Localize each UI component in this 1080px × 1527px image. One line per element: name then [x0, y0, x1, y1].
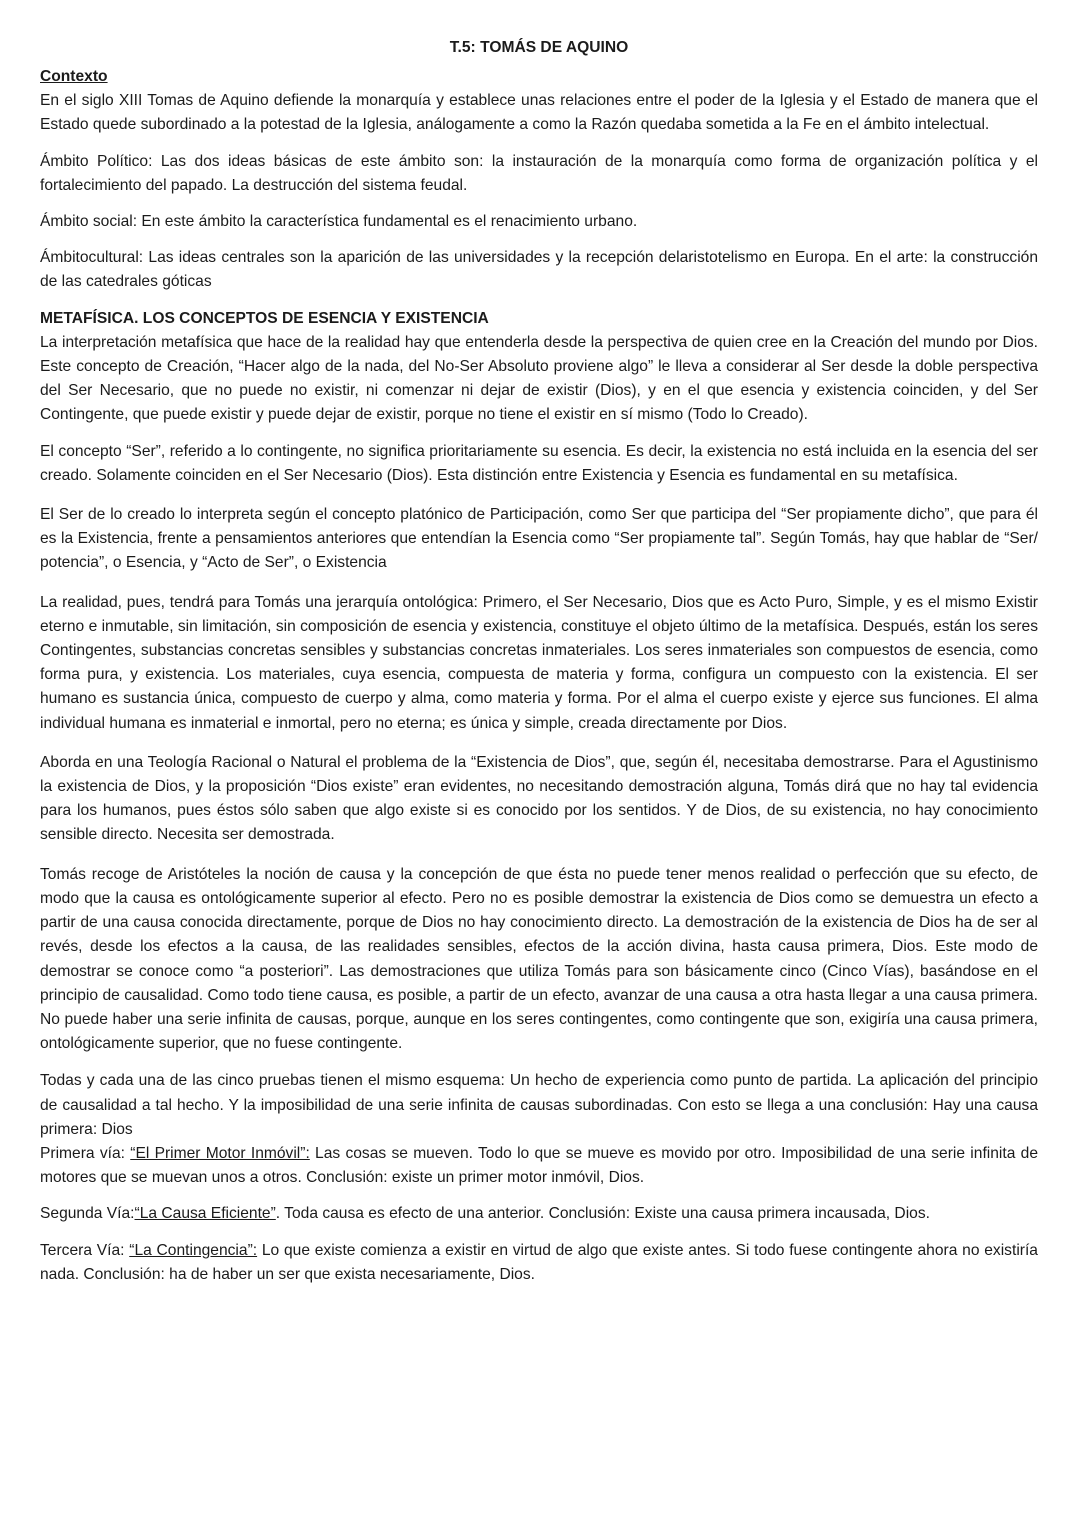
primera-via-name: “El Primer Motor Inmóvil”:: [130, 1144, 310, 1162]
teologia-paragraph-1: Aborda en una Teología Racional o Natural el problema de la “Existencia de Dios”, que, según él, necesitaba demostrarse. Para el Agustinismo la existencia de Dios, y la proposición “Dios existe” eran evidentes, no necesitando demostración alguna, Tomás dirá que no hay tal evidencia para los humanos, pues éstos sólo saben que algo existe si es conocido por los sentidos. Y de Dios, de su existencia, no hay conocimiento sensible directo. Necesita ser demostrada.: [40, 753, 1038, 844]
metafisica-paragraph-3: El Ser de lo creado lo interpreta según el concepto platónico de Participación, como Ser que participa del “Ser propiamente dicho”, que para él es la Existencia, frente a pensamientos anteriores que entendían la Esencia como “Ser propiamente tal”. Según Tomás, hay que hablar de “Ser/ potencia”, o Esencia, y “Acto de Ser”, o Existencia: [40, 506, 1038, 572]
primera-via-label: Primera vía:: [40, 1144, 131, 1162]
tercera-via-label: Tercera Vía:: [40, 1241, 130, 1259]
primera-via-paragraph: [40, 1142, 1038, 1190]
segunda-via-paragraph: [40, 1202, 1038, 1226]
metafisica-paragraph-2: El concepto “Ser”, referido a lo contingente, no significa prioritariamente su esencia. Es decir, la existencia no está incluida en la esencia del ser creado. Solamente coinciden en el Ser Necesario (Dios). Esta distinción entre Existencia y Esencia es fundamental en su metafísica.: [40, 442, 1038, 484]
contexto-heading: Contexto: [40, 68, 108, 85]
metafisica-paragraph-4: La realidad, pues, tendrá para Tomás una jerarquía ontológica: Primero, el Ser Necesario, Dios que es Acto Puro, Simple, y es el mismo Existir eterno e inmutable, sin limitación, sin composición de esencia y existencia, constituye el objeto último de la metafísica. Después, están los seres Contingentes, substancias concretas sensibles y substancias concretas inmateriales. Los seres inmateriales son compuestos de esencia, como forma pura, y existencia. Los materiales, cuya esencia, compuesta de materia y forma, configura un compuesto con la existencia. El ser humano es sustancia única, compuesto de cuerpo y alma, como materia y forma. Por el alma el cuerpo existe y ejerce sus funciones. El alma individual humana es inmaterial e inmortal, pero no eterna; es única y simple, creada directamente por Dios.: [40, 593, 1038, 732]
primera-via-text: Las cosas se mueven. Todo lo que se mueve es movido por otro. Imposibilidad de una serie infinita de motores que se muevan unos a otros. Conclusión: existe un primer motor inmóvil, Dios.: [40, 1144, 1038, 1187]
segunda-via-name: “La Causa Eficiente”: [134, 1205, 276, 1223]
segunda-via-text: . Toda causa es efecto de una anterior. Conclusión: Existe una causa primera incausada, Dios.: [275, 1205, 930, 1223]
contexto-paragraph: En el siglo XIII Tomas de Aquino defiende la monarquía y establece unas relaciones entre el poder de la Iglesia y el Estado de manera que el Estado quede subordinado a la potestad de la Iglesia, análogamente a como la Razón quedaba sometida a la Fe en el ámbito intelectual.: [40, 92, 1038, 134]
vias-intro-paragraph: Todas y cada una de las cinco pruebas tienen el mismo esquema: Un hecho de experiencia como punto de partida. La aplicación del principio de causalidad a tal hecho. Y la imposibilidad de una serie infinita de causas subordinadas. Con esto se llega a una conclusión: Hay una causa primera: Dios: [40, 1072, 1038, 1138]
teologia-paragraph-2: Tomás recoge de Aristóteles la noción de causa y la concepción de que ésta no puede tener menos realidad o perfección que su efecto, de modo que la causa es ontológicamente superior al efecto. Pero no es posible demostrar la existencia de Dios como se demuestra un efecto a partir de una causa conocida directamente, porque de Dios no hay conocimiento directo. La demostración de la existencia de Dios ha de ser al revés, desde los efectos a la causa, de las realidades sensibles, efectos de la acción divina, hasta causa primera, Dios. Este modo de demostrar se conoce como “a posteriori”. Las demostraciones que utiliza Tomás para son básicamente cinco (Cinco Vías), basándose en el principio de causalidad. Como todo tiene causa, es posible, a partir de un efecto, avanzar de una causa a otra hasta llegar a una causa primera. No puede haber una serie infinita de causas, porque, aunque en los seres contingentes, como contingente que son, exigiría una causa primera, ontológicamente superior, que no fuese contingente.: [40, 865, 1038, 1053]
segunda-via-label: Segunda Vía:: [40, 1205, 135, 1223]
ambito-politico-paragraph: Ámbito Político: Las dos ideas básicas de este ámbito son: la instauración de la monarquía como forma de organización política y el fortalecimiento del papado. La destrucción del sistema feudal.: [40, 152, 1038, 194]
metafisica-paragraph-1: La interpretación metafísica que hace de la realidad hay que entenderla desde la perspectiva de quien cree en la Creación del mundo por Dios. Este concepto de Creación, “Hacer algo de la nada, del No-Ser Absoluto proviene algo” le lleva a considerar al Ser desde la doble perspectiva del Ser Necesario, que no puede no existir, ni comenzar ni dejar de existir (Dios), y en el que esencia y existencia coinciden, y del Ser Contingente, que puede existir y puede dejar de existir, porque no tiene el existir en sí mismo (Todo lo Creado).: [40, 333, 1038, 424]
metafisica-heading: METAFÍSICA. LOS CONCEPTOS DE ESENCIA Y EXISTENCIA: [40, 309, 489, 327]
page-title: T.5: TOMÁS DE AQUINO: [449, 39, 629, 56]
tercera-via-text: Lo que existe comienza a existir en virtud de algo que existe antes. Si todo fuese contingente ahora no existiría nada. Conclusión: ha de haber un ser que exista necesariamente, Dios.: [40, 1241, 1038, 1283]
ambito-social-paragraph: Ámbito social: En este ámbito la característica fundamental es el renacimiento urbano.: [40, 213, 638, 231]
tercera-via-paragraph: [40, 1239, 1038, 1287]
ambito-cultural-paragraph: Ámbitocultural: Las ideas centrales son la aparición de las universidades y la recepción delaristotelismo en Europa. En el arte: la construcción de las catedrales góticas: [40, 249, 1038, 291]
tercera-via-name: “La Contingencia”:: [129, 1241, 258, 1259]
